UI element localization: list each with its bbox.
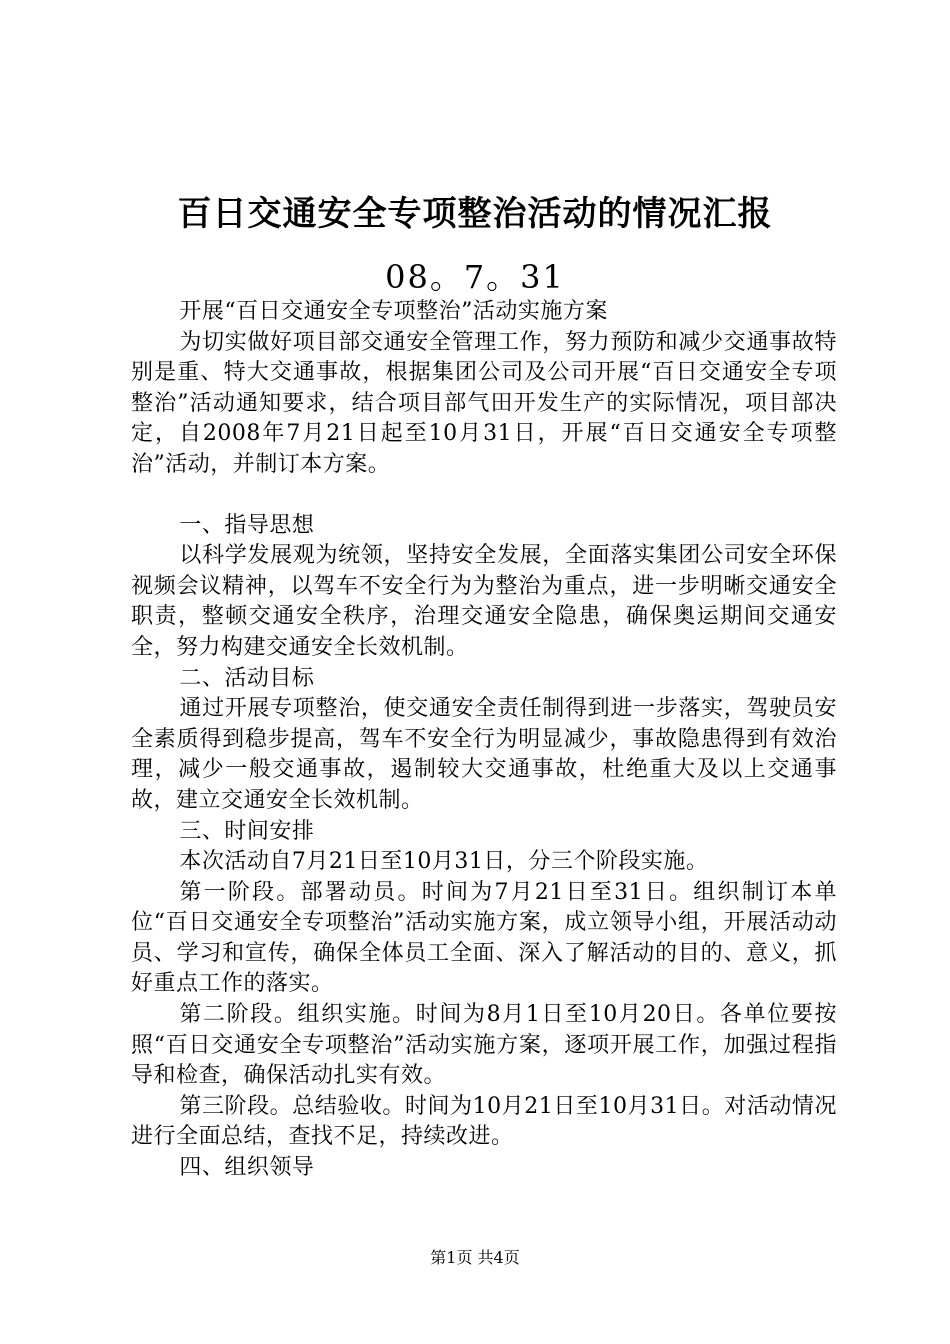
section-heading-guiding-ideology: 一、指导思想 [179, 512, 315, 538]
activity-goals-paragraph: 通过开展专项整治，使交通安全责任制得到进一步落实，驾驶员安全素质得到稳步提高，驾车不安全行为明显减少，事故隐患得到有效治理，减少一般交通事故，遏制较大交通事故，杜绝重大及以上交通事故，建立交通安全长效机制。 [131, 696, 837, 813]
schedule-overview-paragraph: 本次活动自7月21日至10月31日，分三个阶段实施。 [179, 849, 709, 875]
section-heading-activity-goals: 二、活动目标 [179, 665, 315, 691]
intro-paragraph: 为切实做好项目部交通安全管理工作，努力预防和减少交通事故特别是重、特大交通事故，根据集团公司及公司开展“百日交通安全专项整治”活动通知要求，结合项目部气田开发生产的实际情况，项目部决定，自2008年7月21日起至10月31日，开展“百日交通安全专项整治”活动，并制订本方案。 [131, 329, 837, 477]
phase-one-paragraph: 第一阶段。部署动员。时间为7月21日至31日。组织制订本单位“百日交通安全专项整治”活动实施方案，成立领导小组，开展活动动员、学习和宣传，确保全体员工全面、深入了解活动的目的、意义，抓好重点工作的落实。 [131, 879, 837, 997]
section-heading-schedule: 三、时间安排 [179, 818, 315, 844]
page-footer: 第1页 共4页 [430, 1248, 520, 1267]
phase-three-paragraph: 第三阶段。总结验收。时间为10月21日至10月31日。对活动情况进行全面总结，查找不足，持续改进。 [131, 1093, 837, 1150]
phase-two-paragraph: 第二阶段。组织实施。时间为8月1日至10月20日。各单位要按照“百日交通安全专项整治”活动实施方案，逐项开展工作，加强过程指导和检查，确保活动扎实有效。 [131, 1002, 837, 1089]
document-date: 08。7。31 [385, 258, 565, 296]
plan-heading: 开展“百日交通安全专项整治”活动实施方案 [179, 299, 608, 324]
guiding-ideology-paragraph: 以科学发展观为统领，坚持安全发展，全面落实集团公司安全环保视频会议精神，以驾车不安全行为为整治为重点，进一步明晰交通安全职责，整顿交通安全秩序，治理交通安全隐患，确保奥运期间交通安全，努力构建交通安全长效机制。 [131, 543, 837, 660]
section-heading-organization: 四、组织领导 [179, 1155, 315, 1181]
document-body [131, 297, 837, 1184]
document-title: 百日交通安全专项整治活动的情况汇报 [177, 194, 773, 234]
